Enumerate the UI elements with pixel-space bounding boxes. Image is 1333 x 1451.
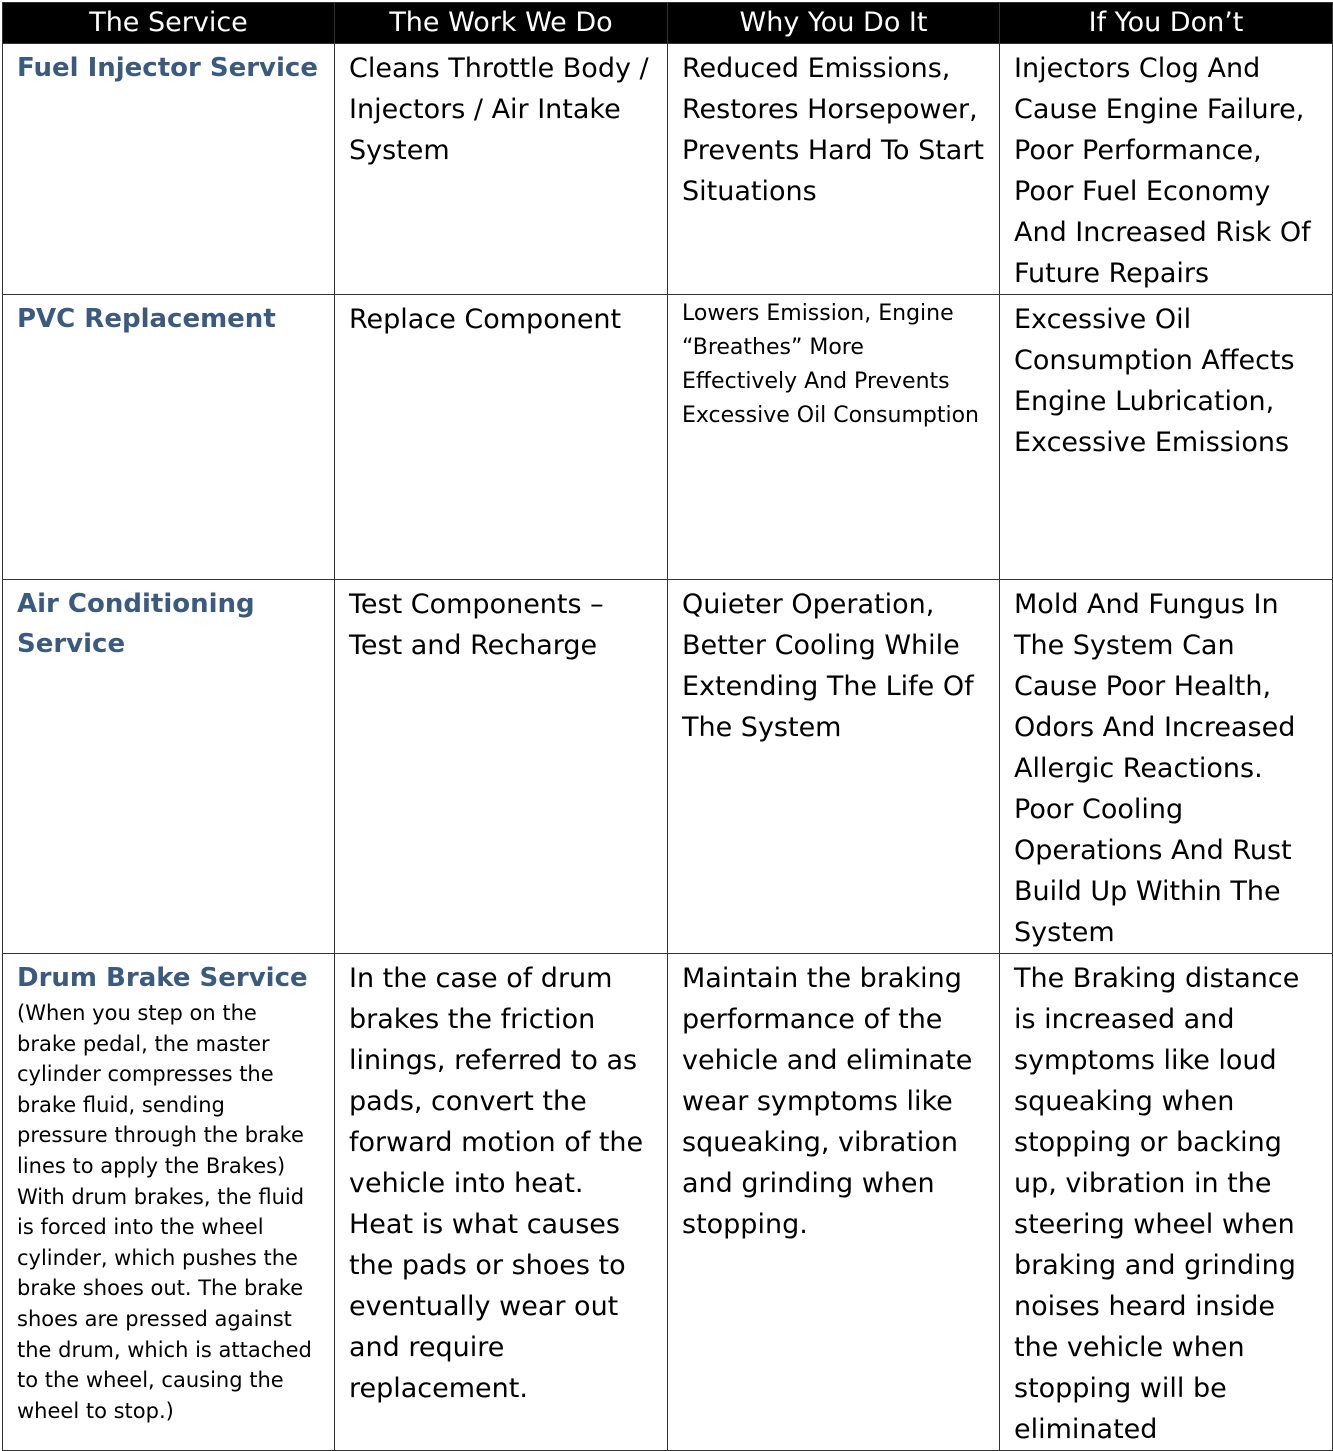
service-cell — [3, 580, 335, 954]
work-cell: Test Components – Test and Recharge — [335, 580, 668, 954]
service-cell — [3, 954, 335, 1451]
table-row — [3, 954, 1333, 1451]
service-cell — [3, 295, 335, 580]
service-name: PVC Replacement — [17, 304, 276, 334]
why-cell: Reduced Emissions, Restores Horsepower, Prevents Hard To Start Situations — [668, 44, 1000, 295]
why-cell: Quieter Operation, Better Cooling While Extending The Life Of The System — [668, 580, 1000, 954]
table-row — [3, 44, 1333, 295]
services-table — [2, 2, 1333, 1451]
header-row — [3, 3, 1333, 44]
header-service: The Service — [3, 3, 335, 44]
work-cell: In the case of drum brakes the friction linings, referred to as pads, convert the forward motion of the vehicle into heat. Heat is what causes the pads or shoes to eventually wear out and require replacement. — [335, 954, 668, 1451]
table-row — [3, 580, 1333, 954]
work-cell: Cleans Throttle Body / Injectors / Air Intake System — [335, 44, 668, 295]
service-name: Air Conditioning Service — [17, 589, 255, 659]
service-cell — [3, 44, 335, 295]
why-cell: Lowers Emission, Engine “Breathes” More Effectively And Prevents Excessive Oil Consumption — [668, 295, 1000, 580]
table-row — [3, 295, 1333, 580]
work-cell: Replace Component — [335, 295, 668, 580]
dont-cell: Mold And Fungus In The System Can Cause Poor Health, Odors And Increased Allergic Reactions. Poor Cooling Operations And Rust Build Up Within The System — [1000, 580, 1333, 954]
header-why: Why You Do It — [668, 3, 1000, 44]
service-name: Fuel Injector Service — [17, 53, 318, 83]
dont-cell: Injectors Clog And Cause Engine Failure, Poor Performance, Poor Fuel Economy And Increased Risk Of Future Repairs — [1000, 44, 1333, 295]
dont-cell: Excessive Oil Consumption Affects Engine Lubrication, Excessive Emissions — [1000, 295, 1333, 580]
dont-cell: The Braking distance is increased and symptoms like loud squeaking when stopping or backing up, vibration in the steering wheel when braking and grinding noises heard inside the vehicle when stopping will be eliminated — [1000, 954, 1333, 1451]
header-work: The Work We Do — [335, 3, 668, 44]
service-name: Drum Brake Service — [17, 963, 308, 993]
header-dont: If You Don’t — [1000, 3, 1333, 44]
why-cell: Maintain the braking performance of the vehicle and eliminate wear symptoms like squeaking, vibration and grinding when stopping. — [668, 954, 1000, 1451]
service-note: (When you step on the brake pedal, the master cylinder compresses the brake fluid, sending pressure through the brake lines to apply the Brakes) With drum brakes, the fluid is forced into the wheel cylinder, which pushes the brake shoes out. The brake shoes are pressed against the drum, which is attached to the wheel, causing the wheel to stop.) — [17, 1001, 312, 1423]
